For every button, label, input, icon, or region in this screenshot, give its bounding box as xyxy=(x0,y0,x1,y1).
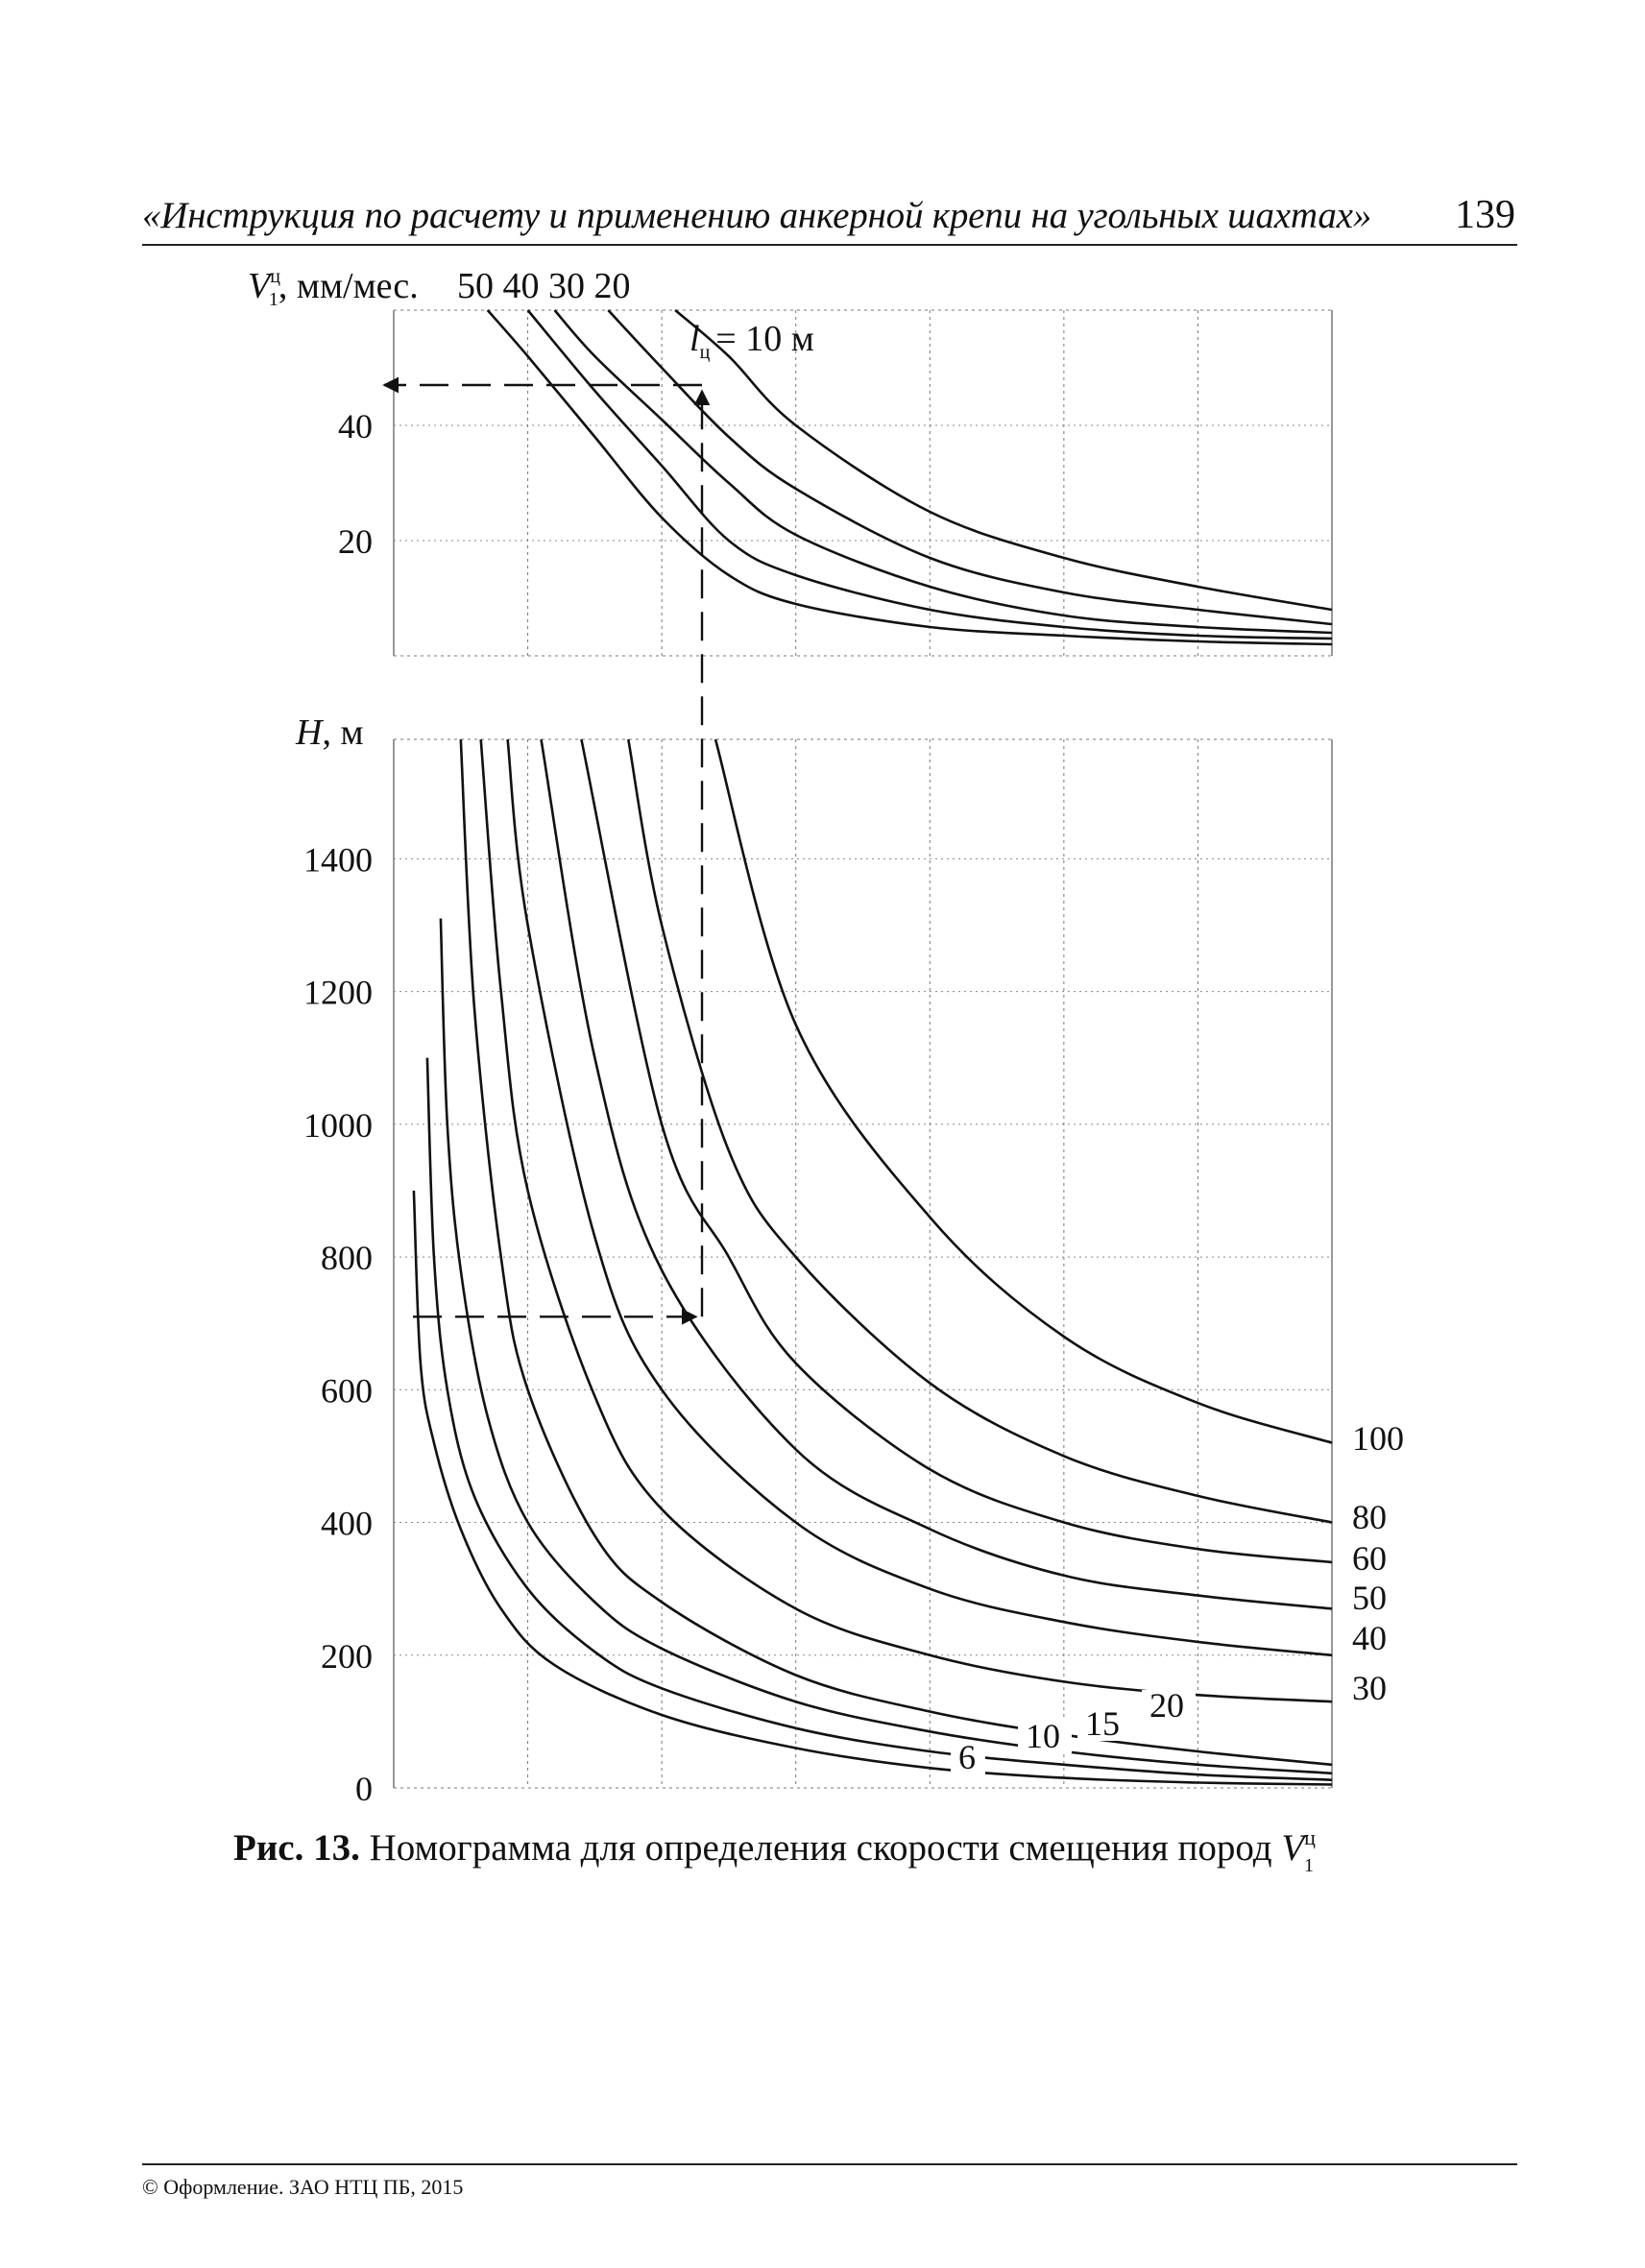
upper-ylabel: $V^ц$ 1, мм/мес. xyxy=(248,266,419,310)
lower-ylabel: H, м xyxy=(296,712,364,753)
lower-ytick-label: 600 xyxy=(321,1371,373,1411)
caption-text: Номограмма для определения скорости смещения пород xyxy=(369,1827,1272,1869)
figure-caption xyxy=(233,1825,1325,1876)
lower-panel xyxy=(295,712,1404,1808)
lower-ytick-label: 0 xyxy=(355,1770,373,1808)
upper-ytick-label: 20 xyxy=(338,522,373,561)
header-title: «Инструкция по расчету и применению анкерной крепи на угольных шахтах» xyxy=(142,195,1372,236)
lower-curve-label-60: 60 xyxy=(1352,1539,1387,1578)
footer-rule xyxy=(142,2163,1517,2165)
caption-label: Рис. 13. xyxy=(233,1827,360,1869)
lower-ytick-label: 800 xyxy=(321,1239,373,1278)
footer-copyright: © Оформление. ЗАО НТЦ ПБ, 2015 xyxy=(142,2175,464,2199)
upper-panel xyxy=(248,266,1332,656)
upper-annotation: $l_ц = 10$ м xyxy=(689,319,814,363)
page-number: 139 xyxy=(1455,193,1515,237)
lower-ytick-label: 1200 xyxy=(303,973,373,1012)
caption-variable-sub: 1 xyxy=(1303,1855,1314,1876)
lower-curve-label-100: 100 xyxy=(1352,1419,1404,1458)
lower-curve-label-6: 6 xyxy=(958,1738,976,1776)
lower-curve-label-10: 10 xyxy=(1026,1717,1060,1755)
lower-curve-80 xyxy=(628,739,1332,1523)
lower-curve-label-15: 15 xyxy=(1085,1704,1120,1743)
upper-ytick-label: 40 xyxy=(338,407,373,446)
lower-curve-label-80: 80 xyxy=(1352,1498,1387,1536)
lower-curve-60 xyxy=(581,739,1332,1562)
lower-ytick-label: 400 xyxy=(321,1504,373,1543)
upper-curve-labels: 50 40 30 20 xyxy=(457,266,631,306)
lower-curve-20 xyxy=(461,739,1332,1765)
upper-curve-30 xyxy=(555,310,1333,633)
lower-curve-label-50: 50 xyxy=(1352,1579,1387,1617)
lower-ytick-label: 200 xyxy=(321,1636,373,1676)
lower-ytick-label: 1000 xyxy=(303,1105,373,1145)
lower-curve-100 xyxy=(715,739,1332,1443)
lower-curve-label-40: 40 xyxy=(1352,1619,1387,1657)
lower-ytick-label: 1400 xyxy=(303,840,373,880)
lower-curve-label-30: 30 xyxy=(1352,1669,1387,1707)
lower-curve-50 xyxy=(542,739,1333,1608)
upper-curve-50 xyxy=(488,310,1332,644)
caption-variable-sup: ц xyxy=(1304,1825,1316,1849)
caption-variable: V xyxy=(1281,1827,1305,1869)
lower-curve-label-20: 20 xyxy=(1149,1686,1184,1725)
